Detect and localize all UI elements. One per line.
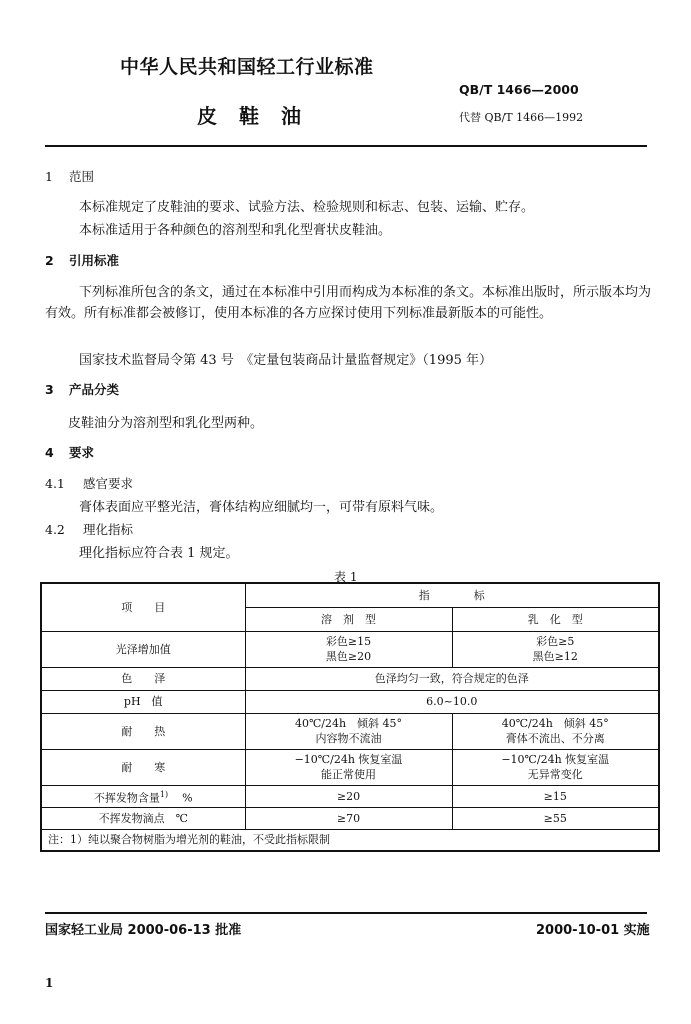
merged-value: 6.0~10.0 (245, 690, 659, 713)
section-2-heading (45, 251, 119, 269)
references-paragraph-1: 下列标准所包含的条文，通过在本标准中引用而构成为本标准的条文。本标准出版时，所示版本均为有效。所有标准都会被修订，使用本标准的各方应探讨使用下列标准最新版本的可能性。 (45, 285, 652, 321)
section-number: 4 (45, 445, 54, 460)
section-number: 4.1 (45, 476, 65, 491)
row-item: 不挥发物滴点 ℃ (41, 807, 245, 829)
row-item-unit: % (182, 791, 193, 805)
value-line: −10℃/24h 恢复室温 (501, 753, 610, 766)
merged-value: 色泽均匀一致，符合规定的色泽 (245, 667, 659, 690)
section-number: 3 (45, 382, 54, 397)
table-row (41, 713, 659, 749)
table-caption: 表 1 (334, 570, 358, 584)
table-note: 注：1）纯以聚合物树脂为增光剂的鞋油，不受此指标限制 (41, 829, 659, 851)
solvent-value (245, 631, 452, 667)
scope-paragraph-1: 本标准规定了皮鞋油的要求、试验方法、检验规则和标志、包装、运输、贮存。 (79, 200, 535, 215)
solvent-value (245, 749, 452, 785)
section-number: 4.2 (45, 522, 65, 537)
classification-paragraph: 皮鞋油分为溶剂型和乳化型两种。 (68, 416, 264, 431)
value-line: 彩色≥15 (325, 635, 372, 648)
solvent-value (245, 713, 452, 749)
row-item-label: 不挥发物含量 (93, 791, 160, 805)
value-line: 40℃/24h 倾斜 45° (294, 717, 403, 730)
header-solvent: 溶 剂 型 (245, 607, 452, 631)
value-line: −10℃/24h 恢复室温 (294, 753, 403, 766)
section-title: 产品分类 (69, 382, 120, 397)
table-row (41, 749, 659, 785)
value-line: 无异常变化 (527, 768, 583, 781)
table-note-row (41, 829, 659, 851)
effective-date: 2000-10-01 实施 (536, 923, 650, 938)
emulsion-value (452, 749, 659, 785)
solvent-value: ≥70 (245, 807, 452, 829)
emulsion-value (452, 631, 659, 667)
section-4-2-heading (45, 520, 133, 538)
references-paragraph-2: 国家技术监督局令第 43 号 《定量包装商品计量监督规定》（1995 年） (79, 353, 493, 368)
table-row (41, 631, 659, 667)
section-3-heading (45, 380, 119, 398)
emulsion-value: ≥15 (452, 785, 659, 807)
section-1-heading (45, 167, 94, 185)
table-header-row (41, 583, 659, 607)
standard-title: 中华人民共和国轻工行业标准 (120, 56, 374, 78)
document-title: 皮鞋油 (197, 104, 323, 128)
requirements-table (40, 582, 660, 852)
table-row (41, 807, 659, 829)
page-number: 1 (45, 976, 54, 990)
row-item: 耐 热 (41, 713, 245, 749)
scope-paragraph-2: 本标准适用于各种颜色的溶剂型和乳化型膏状皮鞋油。 (79, 223, 392, 238)
section-title: 范围 (69, 169, 95, 184)
section-title: 要求 (69, 445, 95, 460)
section-number: 2 (45, 253, 54, 268)
section-title: 理化指标 (83, 522, 134, 537)
row-item (41, 785, 245, 807)
row-item: 光泽增加值 (41, 631, 245, 667)
sensory-paragraph: 膏体表面应平整光洁，膏体结构应细腻均一，可带有原料气味。 (79, 500, 444, 515)
row-item: pH 值 (41, 690, 245, 713)
value-line: 黑色≥20 (325, 650, 372, 663)
value-line: 内容物不流油 (315, 732, 382, 745)
header-divider (45, 145, 647, 147)
value-line: 彩色≥5 (536, 635, 575, 648)
section-title: 引用标准 (69, 253, 120, 268)
section-number: 1 (45, 169, 53, 184)
approval-info: 国家轻工业局 2000-06-13 批准 (45, 923, 242, 938)
table-row (41, 690, 659, 713)
value-line: 黑色≥12 (532, 650, 578, 663)
table-row (41, 785, 659, 807)
value-line: 膏体不流出、不分离 (505, 732, 605, 745)
header-emulsion: 乳 化 型 (452, 607, 659, 631)
physchem-paragraph: 理化指标应符合表 1 规定。 (79, 546, 239, 561)
emulsion-value (452, 713, 659, 749)
section-4-1-heading (45, 474, 133, 492)
table-row (41, 667, 659, 690)
section-title: 感官要求 (83, 476, 134, 491)
footnote-marker: 1) (159, 789, 169, 799)
value-line: 能正常使用 (321, 768, 376, 781)
replaces-standard: 代替 QB/T 1466—1992 (459, 111, 584, 124)
solvent-value: ≥20 (245, 785, 452, 807)
header-index: 指 标 (245, 583, 659, 607)
row-item: 色 泽 (41, 667, 245, 690)
row-item: 耐 寒 (41, 749, 245, 785)
standard-code: QB/T 1466—2000 (459, 82, 579, 97)
value-line: 40℃/24h 倾斜 45° (501, 717, 609, 730)
emulsion-value: ≥55 (452, 807, 659, 829)
footer-divider (45, 912, 647, 914)
section-4-heading (45, 443, 94, 461)
header-item: 项 目 (41, 583, 245, 631)
